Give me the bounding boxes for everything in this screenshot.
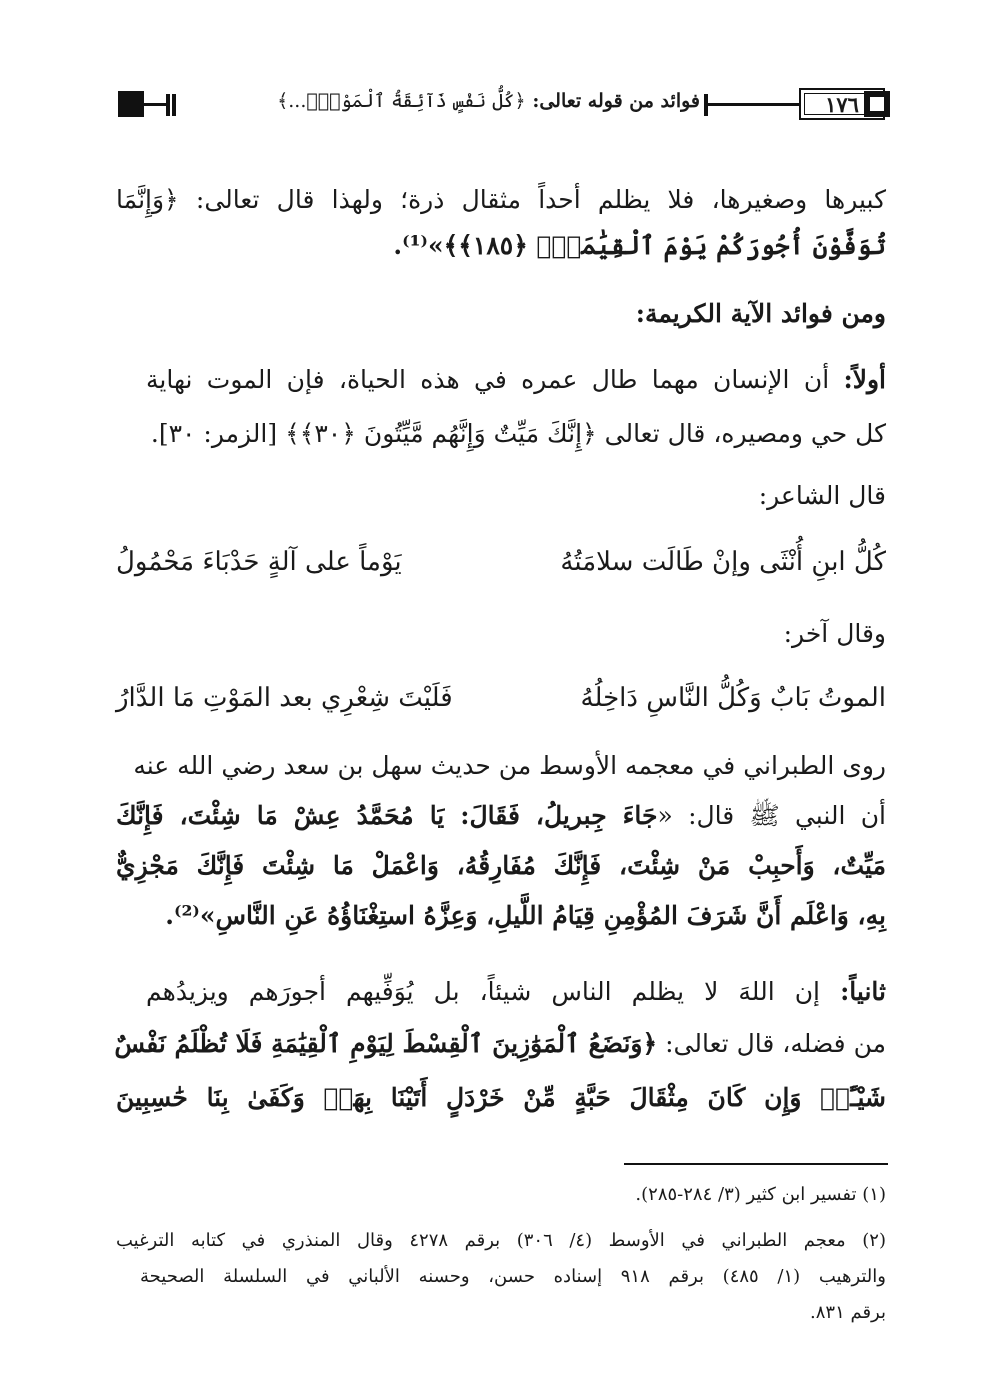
poem-verse — [116, 542, 886, 582]
point-label: أولاً: — [843, 365, 886, 394]
hadith-intro: أن النبي ﷺ قال: « — [657, 801, 887, 830]
verse-text: ﴿وَنَضَعُ ٱلْمَوَٰزِينَ ٱلْقِسْطَ لِيَوْمِ ٱلْقِيَٰمَةِ فَلَا تُظْلَمُ نَفْسٌ — [114, 1029, 658, 1058]
footnote-separator — [624, 1163, 888, 1165]
poem-hemistich-second: فَلَيْتَ شِعْرِي بعد المَوْتِ مَا الدَّارُ — [116, 683, 453, 713]
hadith-line: مَيِّتٌ، وَأَحبِبْ مَنْ شِئْتَ، فَإِنَّكَ مُفَارِقُهُ، وَاعْمَلْ مَا شِئْتَ فَإِنَّكَ مَجْزِيٌّ — [116, 851, 886, 880]
hadith-text: جَاءَ جِبريلُ، فَقَالَ: يَا مُحَمَّدُ عِشْ مَا شِئْتَ، فَإِنَّكَ — [116, 801, 658, 830]
header-title-verse: ﴿كُلُّ نَفْسٍ ذَآئِقَةُ ٱلْمَوْتِۗ...﴾ — [277, 90, 526, 112]
verse-line: شَيْـًٔاۖ وَإِن كَانَ مِثْقَالَ حَبَّةٍ مِّنْ خَرْدَلٍ أَتَيْنَا بِهَاۗ وَكَفَىٰ بِنَا حَٰسِبِينَ — [116, 1083, 886, 1112]
poem-hemistich-second: يَوْماً على آلةٍ حَدْبَاءَ مَحْمُولُ — [116, 547, 402, 577]
header-rule — [144, 103, 166, 106]
point-label: ثانياً: — [840, 977, 886, 1006]
section-heading: ومن فوائد الآية الكريمة: — [635, 299, 886, 328]
text-line: كبيرها وصغيرها، فلا يظلم أحداً مثقال ذرة؛ ولهذا قال تعالى: ﴿وَإِنَّمَا — [116, 185, 886, 214]
footnote-continuation: برقم ٨٣١. — [810, 1302, 886, 1323]
text-line — [116, 796, 886, 836]
poem-hemistich-first: كُلُّ ابنِ أُنْثَى وإنْ طَالَت سلامَتُهُ — [560, 547, 886, 577]
header-rule — [708, 103, 799, 106]
running-header — [118, 84, 890, 124]
text-line — [116, 1024, 886, 1064]
footnote: (١) تفسير ابن كثير (٣/ ٢٨٤-٢٨٥). — [635, 1184, 886, 1205]
header-ornament-solid-square — [118, 91, 144, 117]
text-line — [146, 360, 886, 400]
header-bar — [172, 94, 176, 116]
verse-line: تُوَفَّوْنَ أُجُورَكُمْ يَوْمَ ٱلْقِيَٰمَةِۖ ﴿١٨٥﴾﴾»⁽¹⁾. — [393, 231, 886, 260]
point-text: إن اللهَ لا يظلم الناس شيئاً، بل يُوَفِّيهم أجورَهم ويزيدُهم — [146, 977, 820, 1006]
text-line: روى الطبراني في معجمه الأوسط من حديث سهل بن سعد رضي الله عنه — [133, 751, 886, 780]
poem-verse — [116, 678, 886, 718]
footnote: (٢) معجم الطبراني في الأوسط (٤/ ٣٠٦) برقم ٤٢٧٨ وقال المنذري في كتابه الترغيب — [116, 1230, 886, 1251]
page-number: ١٧٦ — [825, 92, 859, 117]
hadith-line: بِهِ، وَاعْلَم أَنَّ شَرَفَ المُؤْمِنِ قِيَامُ اللَّيلِ، وَعِزَّهُ استِغْنَاؤُهُ عَنِ النَّاسِ»⁽²⁾. — [165, 901, 886, 930]
header-ornament-hollow-square — [864, 91, 890, 117]
header-bar — [166, 94, 170, 116]
poet-intro: وقال آخر: — [783, 619, 886, 648]
header-title-prefix: فوائد من قوله تعالى: — [532, 90, 700, 112]
footnote-continuation: والترهيب (١/ ٤٨٥) برقم ٩١٨ إسناده حسن، وحسنه الألباني في السلسلة الصحيحة — [140, 1266, 886, 1287]
header-title — [277, 90, 700, 112]
point-text: أن الإنسان مهما طال عمره في هذه الحياة، فإن الموت نهاية — [146, 365, 830, 394]
verse-intro: من فضله، قال تعالى: — [665, 1029, 886, 1058]
poem-hemistich-first: الموتُ بَابٌ وَكُلُّ النَّاسِ دَاخِلُهُ — [580, 683, 886, 713]
text-line — [146, 972, 886, 1012]
poet-intro: قال الشاعر: — [758, 481, 886, 510]
text-line: كل حي ومصيره، قال تعالى ﴿إِنَّكَ مَيِّتٌ وَإِنَّهُم مَّيِّتُونَ ﴿٣٠﴾﴾ [الزمر: ٣٠]. — [150, 419, 886, 448]
